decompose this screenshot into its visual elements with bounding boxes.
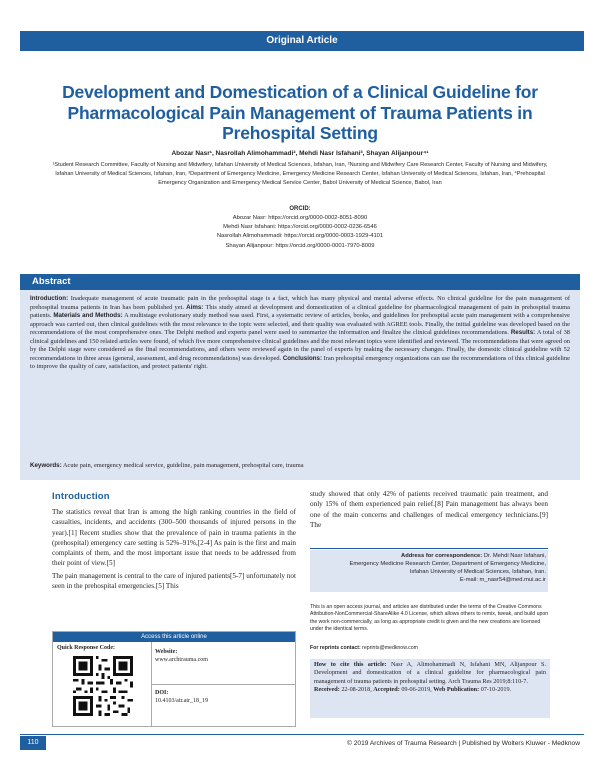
access-heading: Access this article online [53,632,295,642]
keywords [30,462,570,470]
correspondence-address [312,552,546,584]
correspondence-name: Dr. Mehdi Nasr Isfahani, [482,553,546,559]
qr-code-icon[interactable] [73,656,133,716]
access-divider [151,684,295,685]
author-list: Abozar Nasr¹, Nasrollah Alimohammadi², Mehdi Nasr Isfahani³, Shayan Alijanpour⁴¹ [171,150,429,157]
reprints-label: For reprints contact: [310,645,361,651]
correspondence-rule [310,548,548,549]
abstract-text: A multistage evolutionary study method was used. First, a systematic review of articles, books, and guidelines for prehospital acute pain management with a comprehensive approach was carried out, then clinical guidelines with the most relevance to the topic were selected, and their quality was evaluated with AGREE tools. Finally, the initial guideline was developed based on the recommendations of the most comprehensive ones. The Delphi method and experts panel were used to summarize the information and finalize the clinical guidelines recommendations. [30,312,570,337]
left-column [52,507,296,593]
body-paragraph: study showed that only 42% of patients received traumatic pain treatment, and only 15% of them experienced pain relief.[8] Pain management has always been one of the main concerns and challenges of medical emergency technicians.[9] The [310,490,548,529]
accepted-label: Accepted: [373,685,400,693]
correspondence-email[interactable]: E-mail: m_nasr54@med.mui.ac.ir [459,577,546,583]
abstract-text: Iran prehospital emergency organizations can use the recommendations of this clinical guideline to improve the quality of care, satisfaction, and protect patients' right. [30,354,570,371]
right-column [310,489,548,530]
body-paragraph: The pain management is central to the care of injured patients[5-7] unfortunately not seen in the prehospital emergencies.[5] This [52,571,296,591]
doi-link[interactable]: 10.4103/atr.atr_18_19 [155,698,208,704]
orcid-list [0,214,600,251]
received-label: Received: [314,685,340,693]
orcid-line[interactable]: Abozar Nasr: https://orcid.org/0000-0002-8051-8090 [232,215,368,221]
citation-text [314,661,546,694]
correspondence-label: Address for correspondence: [401,553,483,559]
web-publication-date: 07-10-2019. [479,685,512,693]
abstract-label: Conclusions: [282,354,323,362]
citation-label: How to cite this article: [314,661,387,668]
abstract-heading: Abstract [20,274,580,290]
doi-label: DOI: [155,690,169,696]
affiliations: ¹Student Research Committee, Faculty of Nursing and Midwifery, Isfahan University of Medical Sciences, Isfahan, Iran, ²Nursing and Midwifery Care Research Center, Faculty of Nursing and Midwifery, Isfahan University of Medical Sciences, Isfahan, Iran, ³Department of Emergency Medicine, Emergency Medicine Research Center, Isfahan University of Medical Sciences, Isfahan, Iran, ⁴Prehospital Emergency Organization and Emergency Medical Service Center, Babol University of Medical Science, Babol, Iran [52,162,548,186]
abstract-body [30,295,570,372]
website-link[interactable]: www.archtrauma.com [155,657,208,663]
reprints-email[interactable]: reprints@medknow.com [360,645,418,651]
website-label: Website: [155,649,178,655]
received-date: 22-08-2018, [339,685,374,693]
open-access-notice: This is an open access journal, and articles are distributed under the terms of the Creative Commons Attribution-NonCommercial-ShareAlike 4.0 License, which allows others to remix, tweak, and build upon the work non-commercially, as long as appropriate credit is given and the new creations are licensed under the identical terms. [310,604,549,632]
footer-rule [20,734,584,735]
article-type-banner: Original Article [20,31,584,51]
orcid-line[interactable]: Mehdi Nasr Isfahani: https://orcid.org/0000-0002-0236-6546 [223,224,377,231]
correspondence-line: Isfahan University of Medical Sciences, Isfahan, Iran. [409,569,546,575]
keywords-label: Keywords: [30,462,62,469]
page-number: 110 [20,736,46,750]
abstract-text: This study aimed at development and domestication of a clinical guideline for pharmacological management of pain in prehospital trauma patients. [30,303,570,320]
footer-copyright: © 2019 Archives of Trauma Research | Published by Wolters Kluwer - Medknow [347,740,580,747]
citation-body: Nasr A, Alimohammadi N, Isfahani MN, Alijanpour S. Development and domestication of a clinical guideline for pharmacological pain management of trauma patients in prehospital setting. Arch Trauma Res 2019;8:110-7. [314,661,546,685]
correspondence-line: Emergency Medicine Research Center, Department of Emergency Medicine, [349,561,546,567]
abstract-label: Aims: [186,303,204,311]
abstract-text: Inadequate management of acute traumatic pain in the prehospital stage is a fact, which has many physical and mental adverse effects. No clinical guideline for the pain management of prehospital trauma patients in Iran has been published yet. [30,295,570,311]
correspondence-heading [312,552,546,560]
abstract-label: Materials and Methods: [53,312,123,320]
orcid-line[interactable]: Nasrollah Alimohammadi: https://orcid.org/0000-0003-1929-4101 [216,233,384,240]
accepted-date: 09-06-2019, [399,685,434,693]
orcid-heading: ORCID: [289,206,311,212]
keywords-text: Acute pain, emergency medical service, guideline, pain management, prehospital care, trauma [61,462,304,469]
orcid-line[interactable]: Shayan Alijanpour: https://orcid.org/0000-0001-7970-8009 [225,242,375,249]
abstract-label: Results: [510,329,536,337]
abstract-label: Introduction: [30,295,69,302]
abstract-text: A total of 38 clinical guidelines and 150 related articles were found, of which five more comprehensive clinical guidelines and the most relevant topics were identified and reviewed. The recommendations that were agreed on by the Delphi stage were considered as the final recommendations, and others were reviewed again in the panel of experts by making the necessary changes. Finally, the domestic clinical guideline with 52 recommendations in three areas (general, assessment, and drug recommendations) was developed. [30,329,570,362]
introduction-heading: Introduction [52,491,110,502]
article-title: Development and Domestication of a Clinical Guideline for Pharmacological Pain Management of Trauma Patients in Prehospital Setting [62,82,538,143]
web-publication-label: Web Publication: [433,685,480,693]
access-online-box [52,631,296,727]
body-paragraph: The statistics reveal that Iran is among the high ranking countries in the field of casualties, incidents, and accidents (300–500 thousands of injured persons in the year).[1] Recent studies show that the prevalence of pain in trauma patients in the (prehospital) emergency care setting is 52%–91%,[2-4] As pain is the first and main complaints of them, and the most important issue that needs to be addressed from their point of view.[5] [52,508,296,568]
qr-label: Quick Response Code: [57,645,116,651]
reprints-contact [310,645,418,651]
